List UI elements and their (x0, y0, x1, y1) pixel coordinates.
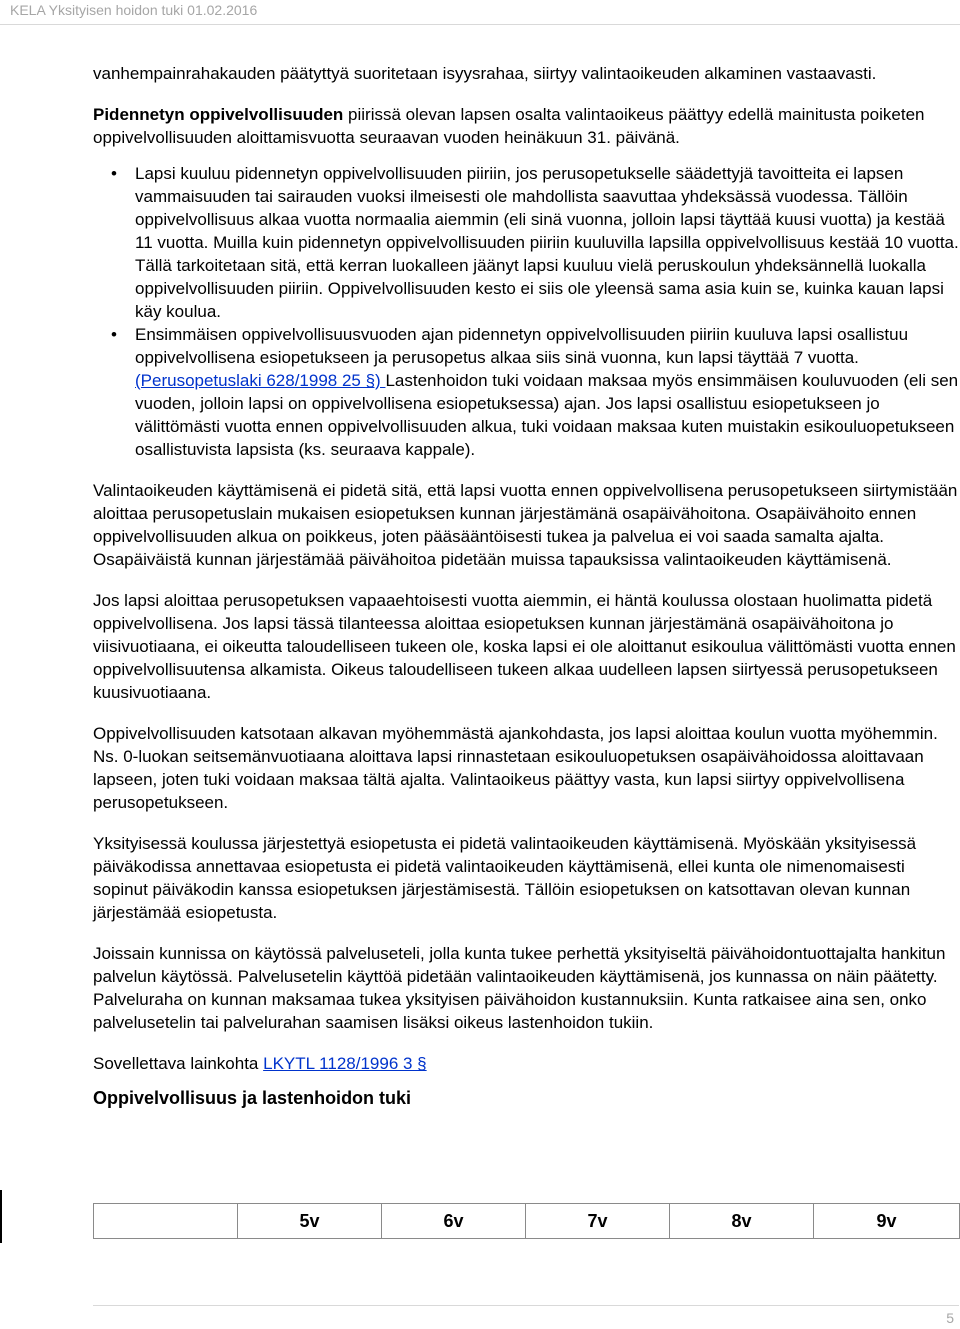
table-header-cell: 7v (526, 1204, 670, 1239)
list-item-text-continued: Lastenhoidon tuki voidaan maksaa myös ensimmäisen kouluvuoden (eli sen vuoden, jolloin lapsi on oppivelvollisena esiopetuksessa) ajan. Jos lapsi osallistuu esiopetukseen jo välittömästi vuotta ennen oppivelvollisuuden alkua, tuki voidaan maksaa kuten muistakin esikouluopetukseen osallistuvista lapsista (ks. seuraava kappale). (135, 371, 959, 459)
list-item-text: Ensimmäisen oppivelvollisuusvuoden ajan pidennetyn oppivelvollisuuden piiriin kuuluva lapsi osallistuu oppivelvollisena esiopetukseen ja perusopetus alkaa siis sinä vuonna, kun lapsi täyttää 7 vuotta. (135, 325, 909, 367)
bullet-list (93, 162, 959, 461)
table-header-cell: 5v (238, 1204, 382, 1239)
paragraph-3: Valintaoikeuden käyttämisenä ei pidetä sitä, että lapsi vuotta ennen oppivelvollisena perusopetukseen siirtymistään aloittaa perusopetuslain mukaisen esiopetuksen kunnan järjestämänä osapäivähoitona. Osapäivähoito ennen oppivelvollisuuden alkua on poikkeus, joten pääsääntöisesti tukea ja palvelua ei voi saada samalta ajalta. Osapäiväistä kunnan järjestämää päivähoitoa pidetään muissa tapauksissa valintaoikeuden käyttämisenä. (93, 481, 958, 569)
paragraph-2-text: piirissä olevan lapsen osalta valintaoikeus päättyy edellä mainitusta poiketen oppivelvollisuuden aloittamisvuotta seuraavan vuoden heinäkuun 31. päivänä. (93, 105, 925, 147)
table-header-cell: 6v (382, 1204, 526, 1239)
lkytl-link[interactable]: LKYTL 1128/1996 3 § (263, 1054, 427, 1073)
document-body (93, 62, 959, 1110)
age-table (93, 1203, 960, 1239)
document-header: KELA Yksityisen hoidon tuki 01.02.2016 (10, 2, 258, 18)
table-header-cell: 9v (814, 1204, 960, 1239)
list-item (93, 162, 959, 323)
bullet-icon: • (111, 325, 117, 344)
law-reference-label: Sovellettava lainkohta (93, 1054, 264, 1073)
bullet-icon: • (111, 164, 117, 183)
law-reference (93, 1052, 959, 1075)
paragraph-7: Joissain kunnissa on käytössä palveluseteli, jolla kunta tukee perhettä yksityiseltä päivähoidontuottajalta hankitun palvelun käytössä. Palvelusetelin käyttöä pidetään valintaoikeuden käyttämisenä, jos kunnassa on näin päätetty. Palveluraha on kunnan maksamaa tukea yksityisen päivähoidon kustannuksiin. Kunta ratkaisee aina sen, onko palvelusetelin tai palvelurahan saamisen lisäksi oikeus lastenhoidon tukiin. (93, 944, 946, 1032)
table-row (94, 1204, 960, 1239)
paragraph-4: Jos lapsi aloittaa perusopetuksen vapaaehtoisesti vuotta aiemmin, ei häntä koulussa olostaan huolimatta pidetä oppivelvollisena. Jos lapsi tässä tilanteessa aloittaa esiopetuksen kunnan järjestämänä osapäivähoitona jo viisivuotiaana, ei oikeutta taloudelliseen tukeen ole, koska lapsi ei ole aloittanut esikoulua välittömästi vuotta ennen oppivelvollisuutensa alkamista. Oikeus taloudelliseen tukeen alkaa uudelleen lapsen siirtyessä perusopetukseen kuusivuotiaana. (93, 591, 956, 702)
header-divider (0, 24, 960, 25)
table-header-cell (94, 1204, 238, 1239)
paragraph-2 (93, 103, 959, 149)
paragraph-6: Yksityisessä koulussa järjestettyä esiopetusta ei pidetä valintaoikeuden käyttämisenä. Myöskään yksityisessä päiväkodissa annettavaa esiopetusta ei pidetä valintaoikeuden käyttämisenä, ellei kunta ole nimenomaisesti sopinut päiväkodin kanssa esiopetuksen järjestämisestä. Tällöin esiopetuksen on katsottavan olevan kunnan järjestämää esiopetusta. (93, 834, 917, 922)
perusopetuslaki-link[interactable]: (Perusopetuslaki 628/1998 25 §) (135, 371, 386, 390)
page-number: 5 (946, 1310, 954, 1326)
paragraph-1: vanhempainrahakauden päätyttyä suoritetaan isyysrahaa, siirtyy valintaoikeuden alkaminen vastaavasti. (93, 64, 877, 83)
change-bar (0, 1190, 2, 1243)
section-heading: Oppivelvollisuus ja lastenhoidon tuki (93, 1088, 412, 1108)
footer-divider (93, 1305, 959, 1306)
paragraph-5: Oppivelvollisuuden katsotaan alkavan myöhemmästä ajankohdasta, jos lapsi aloittaa koulun vuotta myöhemmin. Ns. 0-luokan seitsemänvuotiaana aloittava lapsi rinnastetaan esikouluopetuksen osapäivähoidossa aloittavaan lapseen, joten tuki voidaan maksaa tältä ajalta. Valintaoikeus päättyy vasta, kun lapsi siirtyy oppivelvollisena perusopetukseen. (93, 724, 938, 812)
list-item-text: Lapsi kuuluu pidennetyn oppivelvollisuuden piiriin, jos perusopetukselle säädettyjä tavoitteita ei lapsen vammaisuuden tai sairauden vuoksi ilmeisesti ole mahdollista saavuttaa yhdeksässä vuodessa. Tällöin oppivelvollisuus alkaa vuotta normaalia aiemmin (eli sinä vuonna, jolloin lapsi täyttää kuusi vuotta) ja kestää 11 vuotta. Muilla kuin pidennetyn oppivelvollisuuden piiriin kuuluvilla lapsilla oppivelvollisuus kestää 10 vuotta. Tällä tarkoitetaan sitä, että kerran luokalleen jäänyt lapsi kuuluu vielä peruskoulun yhdeksännellä luokalla oppivelvollisuuden piiriin. Oppivelvollisuuden kesto ei siis ole yleensä sama asia kuin se, kuinka kauan lapsi käy koulua. (135, 164, 959, 321)
table-header-cell: 8v (670, 1204, 814, 1239)
paragraph-2-bold: Pidennetyn oppivelvollisuuden (93, 105, 344, 124)
list-item (93, 323, 959, 461)
